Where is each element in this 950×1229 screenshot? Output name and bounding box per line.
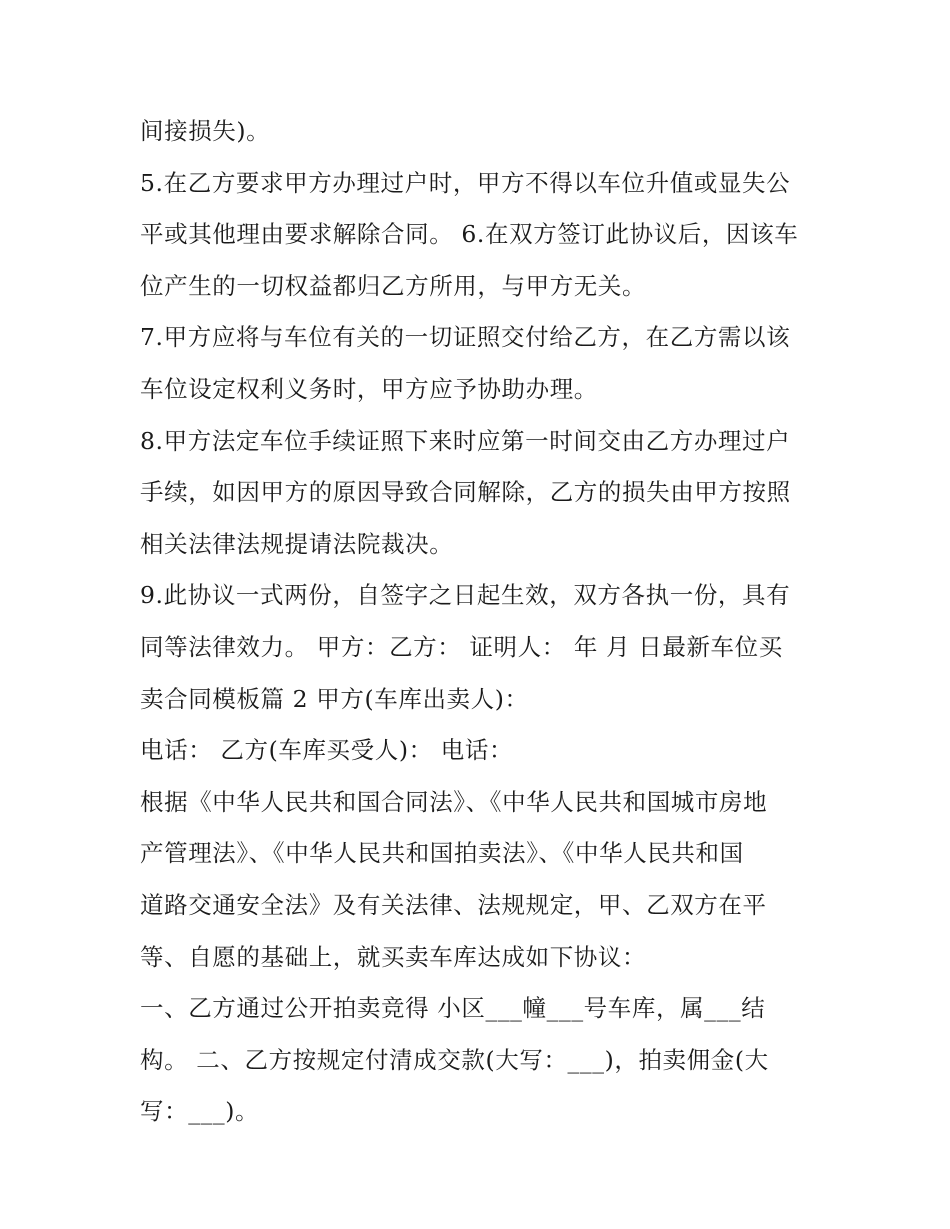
- text-line: 写：___)。: [140, 1097, 260, 1126]
- text-line: 车位设定权利义务时，甲方应予协助办理。: [140, 374, 598, 403]
- text-line: 同等法律效力。 甲方：乙方： 证明人： 年 月 日最新车位买: [140, 632, 783, 661]
- text-line: 等、自愿的基础上，就买卖车库达成如下协议：: [140, 942, 647, 971]
- text-line: 卖合同模板篇 2 甲方(车库出卖人)：: [140, 684, 529, 713]
- text-line: 8.甲方法定车位手续证照下来时应第一时间交由乙方办理过户: [140, 426, 791, 455]
- text-line: 手续，如因甲方的原因导致合同解除，乙方的损失由甲方按照: [140, 478, 791, 507]
- text-line: 平或其他理由要求解除合同。 6.在双方签订此协议后，因该车: [140, 220, 799, 249]
- text-line: 一、乙方通过公开拍卖竞得 小区___幢___号车库，属___结: [140, 994, 766, 1023]
- contract-text: [140, 106, 820, 1138]
- text-line: 道路交通安全法》及有关法律、法规规定，甲、乙双方在平: [140, 890, 767, 919]
- text-line: 位产生的一切权益都归乙方所用，与甲方无关。: [140, 271, 647, 300]
- text-line: 产管理法》、《中华人民共和国拍卖法》、《中华人民共和国: [140, 839, 744, 868]
- text-line: 7.甲方应将与车位有关的一切证照交付给乙方，在乙方需以该: [140, 323, 791, 352]
- text-line: 根据《中华人民共和国合同法》、《中华人民共和国城市房地: [140, 787, 768, 816]
- text-line: 5.在乙方要求甲方办理过户时，甲方不得以车位升值或显失公: [140, 168, 791, 197]
- text-line: 电话： 乙方(车库买受人)： 电话：: [140, 736, 514, 765]
- text-line: 相关法律法规提请法院裁决。: [140, 529, 454, 558]
- text-line: 9.此协议一式两份，自签字之日起生效，双方各执一份，具有: [140, 581, 791, 610]
- text-line: 构。 二、乙方按规定付清成交款(大写：___)，拍卖佣金(大: [140, 1045, 769, 1074]
- text-line: 间接损失)。: [140, 117, 271, 145]
